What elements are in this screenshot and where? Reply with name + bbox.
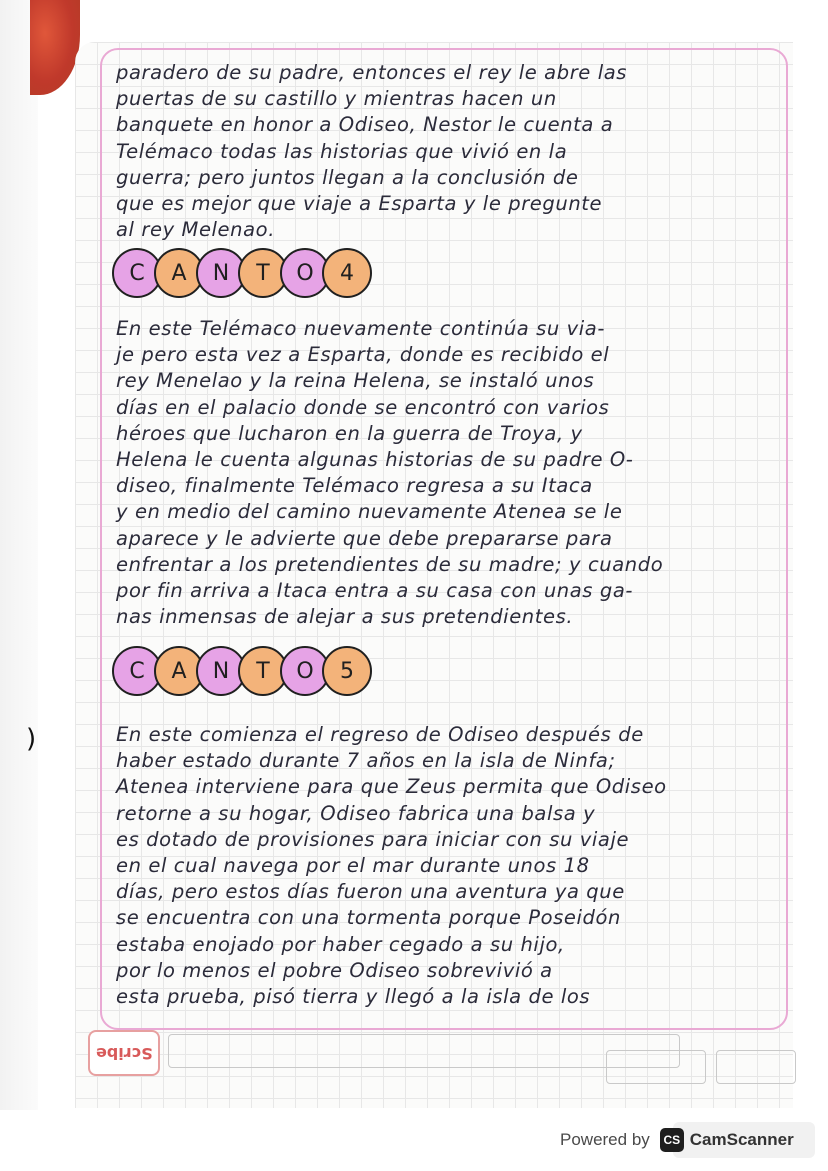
canto-letter: T	[238, 248, 288, 298]
camscanner-name: CamScanner	[689, 1130, 794, 1149]
text-line: banquete en honor a Odiseo, Nestor le cuenta a	[116, 113, 614, 137]
camscanner-logo-icon: CS	[660, 1128, 684, 1152]
canto-letter: A	[154, 248, 204, 298]
paragraph-canto-5	[116, 722, 667, 1010]
footer-field-box	[168, 1034, 680, 1068]
text-line: nas inmensas de alejar a sus pretendientes.	[116, 605, 574, 629]
text-line: en el cual navega por el mar durante unos 18	[116, 853, 590, 877]
camscanner-watermark	[560, 1124, 794, 1156]
text-line: se encuentra con una tormenta porque Poseidón	[116, 906, 621, 930]
canto-letter: C	[112, 646, 162, 696]
canto-letter: O	[280, 646, 330, 696]
notebook-footer	[88, 1030, 796, 1090]
text-line: Atenea interviene para que Zeus permita que Odiseo	[116, 775, 667, 799]
text-line: días, pero estos días fueron una aventura ya que	[116, 880, 625, 904]
text-line: que es mejor que viaje a Esparta y le pregunte	[116, 191, 603, 215]
text-line: guerra; pero juntos llegan a la conclusión de	[116, 165, 579, 189]
text-line: haber estado durante 7 años en la isla de Ninfa;	[116, 749, 616, 773]
text-line: estaba enojado por haber cegado a su hijo,	[116, 932, 565, 956]
powered-by-label: Powered by	[560, 1130, 650, 1149]
scribe-logo-text: Scribe	[95, 1043, 153, 1063]
text-line: por lo menos el pobre Odiseo sobrevivió a	[116, 958, 553, 982]
canto-letter: O	[280, 248, 330, 298]
text-line: rey Menelao y la reina Helena, se instaló unos	[116, 369, 595, 393]
text-line: je pero esta vez a Esparta, donde es recibido el	[116, 343, 610, 367]
text-line: y en medio del camino nuevamente Atenea se le	[116, 500, 623, 524]
canto-5-heading	[112, 645, 372, 697]
text-line: enfrentar a los pretendientes de su madre; y cuando	[116, 552, 664, 576]
canto-letter: N	[196, 646, 246, 696]
canto-letter: T	[238, 646, 288, 696]
thumb	[30, 0, 80, 95]
text-line: al rey Melenao.	[116, 218, 275, 242]
footer-date-box	[606, 1050, 706, 1084]
text-line: por fin arriva a Itaca entra a su casa con unas ga-	[116, 578, 634, 602]
text-line: retorne a su hogar, Odiseo fabrica una balsa y	[116, 801, 596, 825]
text-line: esta prueba, pisó tierra y llegó a la isla de los	[116, 984, 591, 1008]
text-line: En este comienza el regreso de Odiseo después de	[116, 723, 644, 746]
text-line: días en el palacio donde se encontró con varios	[116, 395, 610, 419]
text-line: Helena le cuenta algunas historias de su padre O-	[116, 447, 634, 471]
scan-edge	[0, 0, 38, 1110]
text-line: Telémaco todas las historias que vivió en la	[116, 139, 568, 163]
text-line: diseo, finalmente Telémaco regresa a su Itaca	[116, 474, 593, 498]
margin-mark: )	[26, 724, 37, 754]
paragraph-canto-4	[116, 316, 663, 630]
paragraph-canto-3-end	[116, 60, 627, 243]
text-line: puertas de su castillo y mientras hacen un	[116, 87, 557, 111]
canto-letter: A	[154, 646, 204, 696]
canto-number: 5	[322, 646, 372, 696]
canto-number: 4	[322, 248, 372, 298]
text-line: es dotado de provisiones para iniciar con su viaje	[116, 827, 630, 851]
canto-letter: N	[196, 248, 246, 298]
footer-page-box	[716, 1050, 796, 1084]
text-line: héroes que lucharon en la guerra de Troya, y	[116, 421, 583, 445]
canto-letter: C	[112, 248, 162, 298]
text-line: aparece y le advierte que debe prepararse para	[116, 526, 613, 550]
scribe-logo	[88, 1030, 160, 1076]
text-line: paradero de su padre, entonces el rey le abre las	[116, 61, 628, 84]
text-line: En este Telémaco nuevamente continúa su via-	[116, 317, 605, 340]
canto-4-heading	[112, 247, 372, 299]
